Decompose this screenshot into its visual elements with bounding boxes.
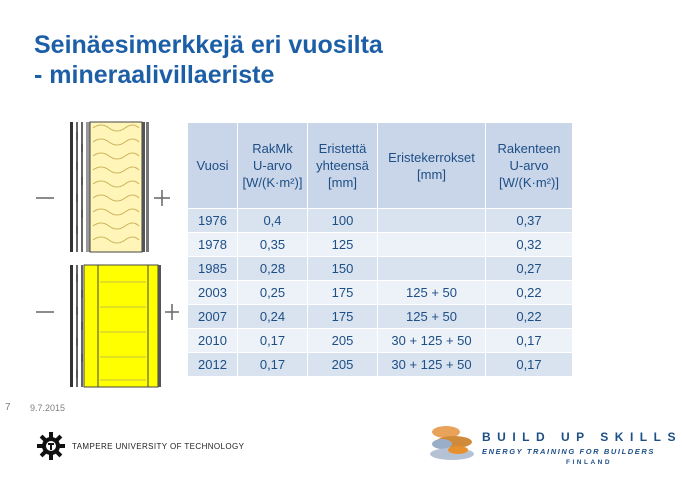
cell-year: 2010 [188, 329, 238, 353]
wall-section-new [36, 265, 179, 387]
cell-u-value: 0,22 [486, 305, 573, 329]
table-row [188, 257, 573, 281]
cell-rakmk: 0,17 [238, 353, 308, 377]
cell-layers [378, 209, 486, 233]
cell-rakmk: 0,25 [238, 281, 308, 305]
cell-total: 205 [308, 329, 378, 353]
header-total-insulation [308, 123, 378, 209]
header-total-text: Eristettä yhteensä [mm] [316, 141, 369, 190]
cell-year: 1978 [188, 233, 238, 257]
cell-u-value: 0,27 [486, 257, 573, 281]
cell-year: 1976 [188, 209, 238, 233]
header-rakmk-u-value [238, 123, 308, 209]
cell-layers: 30 + 125 + 50 [378, 353, 486, 377]
university-name: TAMPERE UNIVERSITY OF TECHNOLOGY [72, 441, 245, 451]
cell-total: 175 [308, 281, 378, 305]
u-value-table [187, 122, 573, 377]
build-up-skills-logo [424, 418, 682, 474]
build-up-skills-tagline: ENERGY TRAINING FOR BUILDERS [482, 447, 656, 456]
cell-layers: 125 + 50 [378, 281, 486, 305]
slide-date: 9.7.2015 [30, 403, 66, 413]
cell-rakmk: 0,28 [238, 257, 308, 281]
tut-logo [36, 431, 244, 461]
brick-stack-icon [424, 422, 484, 466]
table-row [188, 281, 573, 305]
wall-section-drawings [30, 122, 180, 387]
cell-total: 205 [308, 353, 378, 377]
cell-layers: 125 + 50 [378, 305, 486, 329]
cell-year: 2003 [188, 281, 238, 305]
build-up-skills-title: BUILD UP SKILLS [482, 430, 682, 444]
cell-layers [378, 257, 486, 281]
table-row [188, 329, 573, 353]
cell-u-value: 0,32 [486, 233, 573, 257]
header-year-text: Vuosi [196, 158, 229, 173]
cell-year: 1985 [188, 257, 238, 281]
title-line-1: Seinäesimerkkejä eri vuosilta [34, 31, 383, 59]
header-rakmk-text: RakMk U-arvo [W/(K·m²)] [242, 141, 303, 190]
cell-u-value: 0,17 [486, 329, 573, 353]
page-number: 7 [5, 402, 11, 413]
table-row [188, 305, 573, 329]
cell-u-value: 0,22 [486, 281, 573, 305]
gear-icon [36, 431, 66, 461]
slide-title [34, 30, 624, 90]
header-year [188, 123, 238, 209]
wall-section-old [36, 122, 170, 252]
header-structure-u-value [486, 123, 573, 209]
cell-layers [378, 233, 486, 257]
header-insulation-layers [378, 123, 486, 209]
cell-layers: 30 + 125 + 50 [378, 329, 486, 353]
table-row [188, 233, 573, 257]
build-up-skills-country: FINLAND [566, 459, 613, 466]
cell-rakmk: 0,35 [238, 233, 308, 257]
cell-year: 2012 [188, 353, 238, 377]
cell-u-value: 0,17 [486, 353, 573, 377]
cell-year: 2007 [188, 305, 238, 329]
cell-rakmk: 0,4 [238, 209, 308, 233]
cell-total: 100 [308, 209, 378, 233]
cell-total: 175 [308, 305, 378, 329]
cell-total: 125 [308, 233, 378, 257]
header-structure-text: Rakenteen U-arvo [W/(K·m²)] [497, 141, 561, 190]
header-layers-text: Eristekerrokset [mm] [388, 149, 475, 182]
table-row [188, 209, 573, 233]
table-header-row [188, 123, 573, 209]
table-row [188, 353, 573, 377]
cell-rakmk: 0,24 [238, 305, 308, 329]
title-line-2: - mineraalivillaeriste [34, 61, 275, 89]
cell-u-value: 0,37 [486, 209, 573, 233]
cell-total: 150 [308, 257, 378, 281]
cell-rakmk: 0,17 [238, 329, 308, 353]
